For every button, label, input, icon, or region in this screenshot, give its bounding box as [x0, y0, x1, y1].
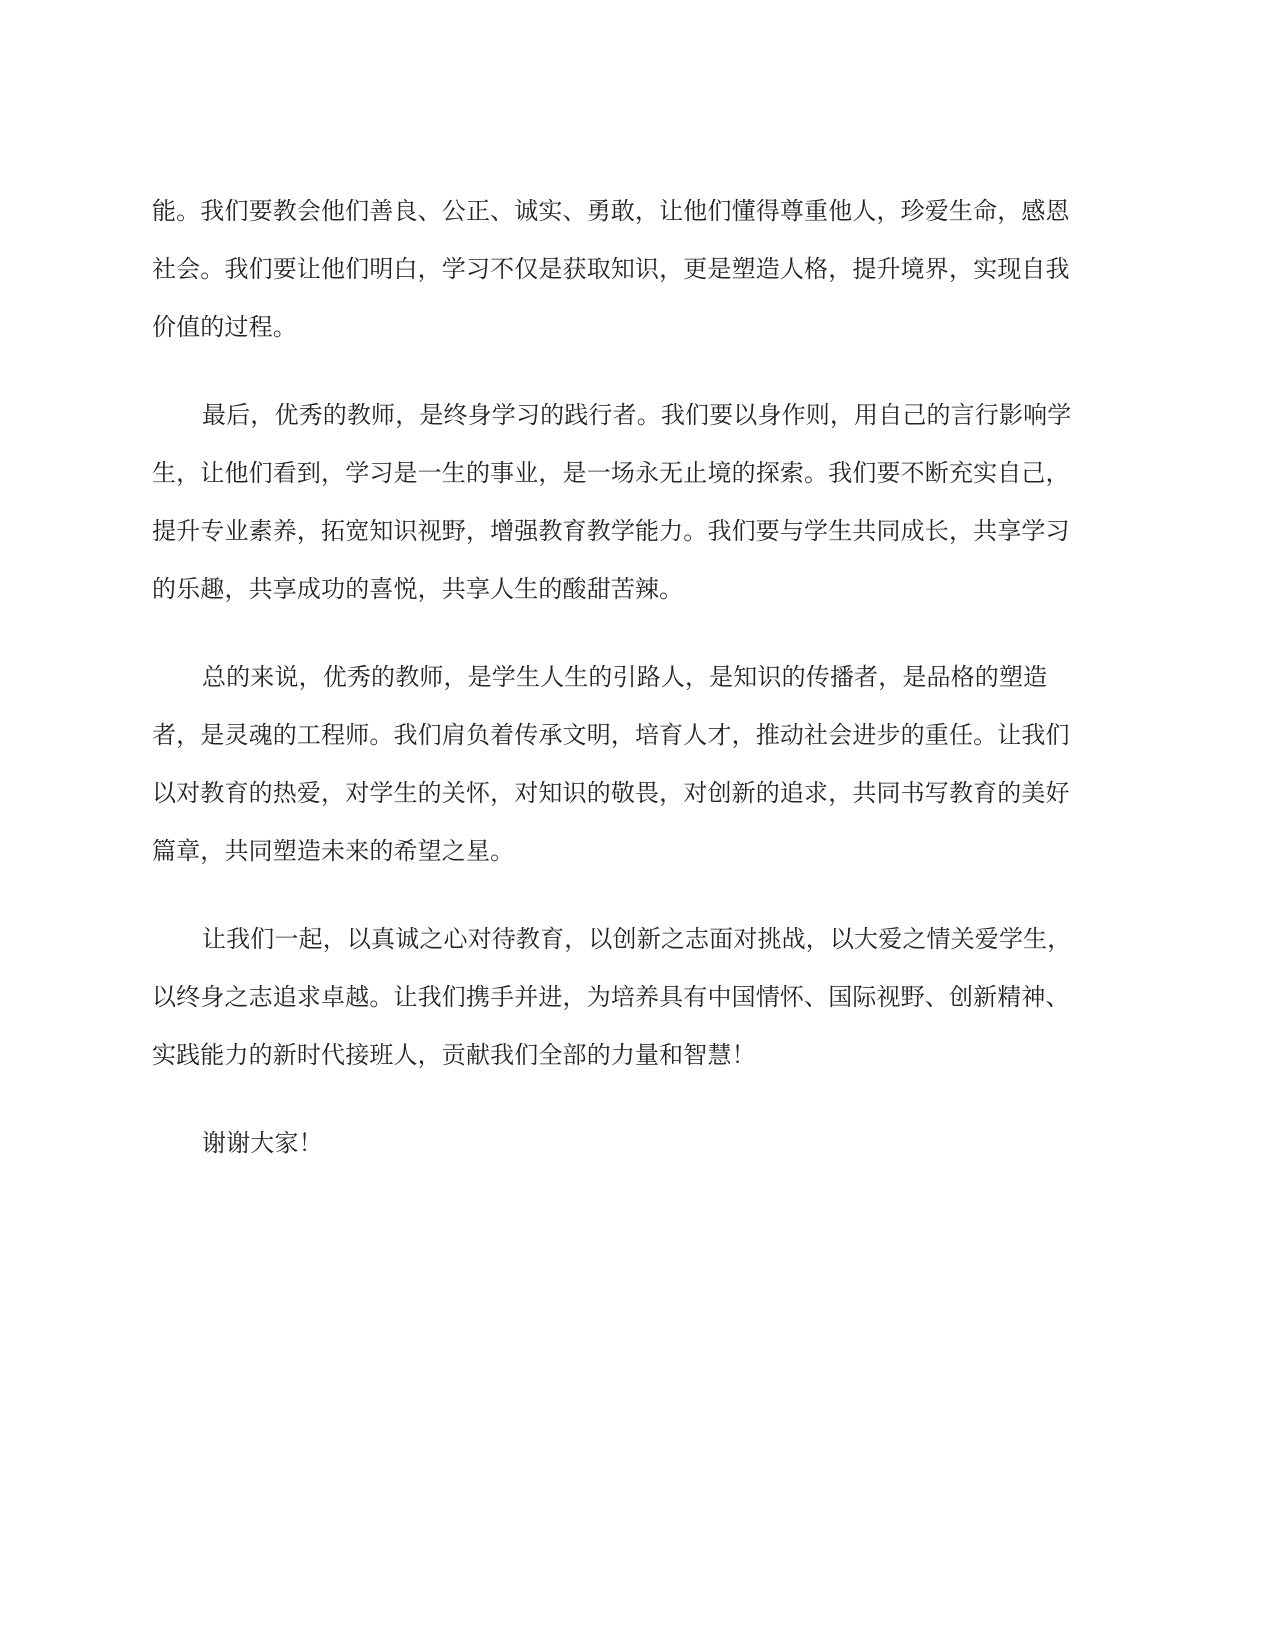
text-line: 以终身之志追求卓越。让我们携手并进，为培养具有中国情怀、国际视野、创新精神、: [152, 983, 1070, 1011]
text-line: 实践能力的新时代接班人，贡献我们全部的力量和智慧！: [152, 1041, 756, 1069]
text-line: 的乐趣，共享成功的喜悦，共享人生的酸甜苦辣。: [152, 575, 684, 603]
text-line: 谢谢大家！: [202, 1129, 323, 1157]
paragraph-continuation: [152, 182, 1107, 356]
text-line: 提升专业素养，拓宽知识视野，增强教育教学能力。我们要与学生共同成长，共享学习: [152, 517, 1070, 545]
text-line: 篇章，共同塑造未来的希望之星。: [152, 837, 515, 865]
text-line: 社会。我们要让他们明白，学习不仅是获取知识，更是塑造人格，提升境界，实现自我: [152, 255, 1070, 283]
document-page: [152, 182, 1107, 1202]
text-line: 者，是灵魂的工程师。我们肩负着传承文明，培育人才，推动社会进步的重任。让我们: [152, 721, 1070, 749]
paragraph-closing: [152, 1114, 1107, 1172]
paragraph-summary: [152, 648, 1107, 880]
paragraph-lifelong-learning: [152, 386, 1107, 618]
paragraph-call-to-action: [152, 910, 1107, 1084]
text-line: 能。我们要教会他们善良、公正、诚实、勇敢，让他们懂得尊重他人，珍爱生命，感恩: [152, 197, 1070, 225]
text-line: 以对教育的热爱，对学生的关怀，对知识的敬畏，对创新的追求，共同书写教育的美好: [152, 779, 1070, 807]
text-line: 生，让他们看到，学习是一生的事业，是一场永无止境的探索。我们要不断充实自己，: [152, 459, 1070, 487]
text-line: 让我们一起，以真诚之心对待教育，以创新之志面对挑战，以大爱之情关爱学生，: [202, 925, 1072, 953]
text-line: 最后，优秀的教师，是终身学习的践行者。我们要以身作则，用自己的言行影响学: [202, 401, 1072, 429]
text-line: 总的来说，优秀的教师，是学生人生的引路人，是知识的传播者，是品格的塑造: [202, 663, 1048, 691]
text-line: 价值的过程。: [152, 313, 297, 341]
